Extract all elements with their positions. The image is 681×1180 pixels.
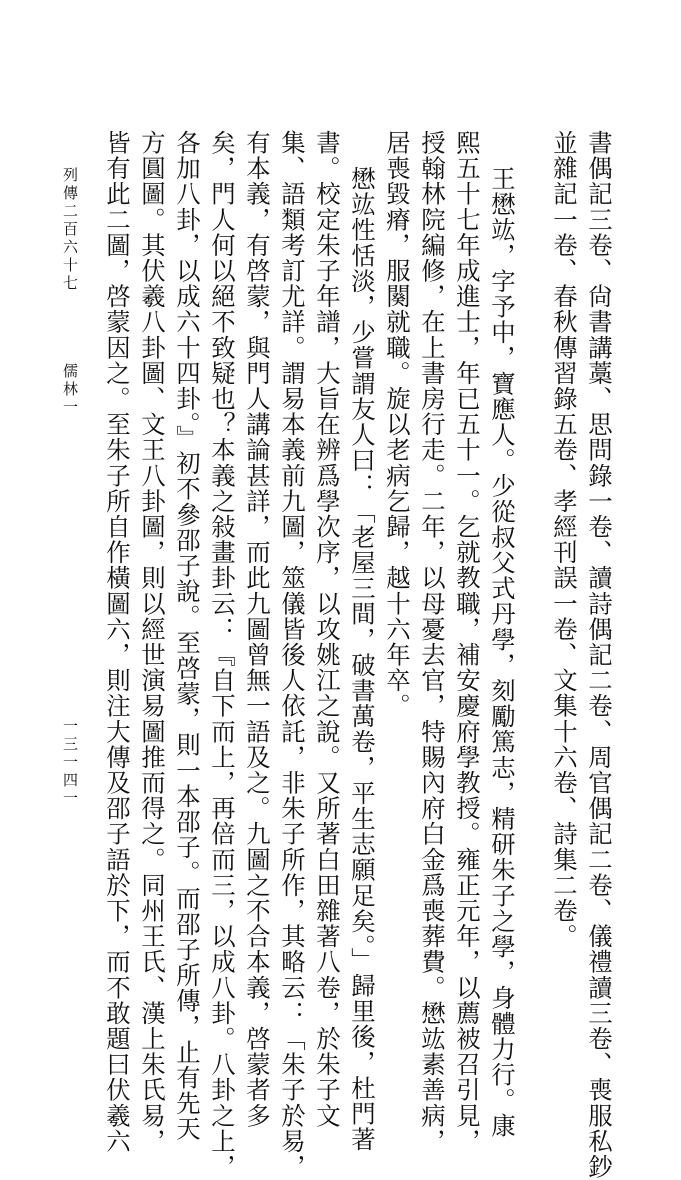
text-column-3: 王懋竑，字予中，寶應人。少從叔父式丹學，刻勵篤志，精研朱子之學，身體力行。康 — [487, 166, 516, 1139]
text-column-7: 懋竑性恬淡，少嘗謂友人曰：「老屋三間，破書萬卷，平生志願足矣。」歸里後，杜門著 — [347, 166, 376, 1153]
text-column-6: 居喪毀瘠，服闋就職。旋以老病乞歸，越十六年卒。 — [382, 130, 411, 719]
text-column-9: 集、語類考訂尤詳。謂易本義前九圖，筮儀皆後人依託，非朱子所作，其略云：「朱子於易， — [277, 130, 306, 1180]
text-column-13: 方圓圖。其伏羲八卦圖、文王八卦圖，則以經世演易圖推而得之。同州王氏、漢上朱氏易， — [137, 130, 166, 1154]
section-title: 儒林一 — [61, 363, 79, 417]
text-column-10: 有本義，有啓蒙，與門人講論甚詳，而此九圖曾無一語及之。九圖之不合本義，啓蒙者多 — [242, 130, 271, 1129]
text-column-4: 熙五十七年成進士，年已五十一。乞就教職，補安慶府學教授。雍正元年，以薦被召引見， — [452, 130, 481, 1154]
running-header — [60, 167, 81, 417]
running-head-title: 列傳二百六十七 — [61, 167, 79, 293]
text-column-14: 皆有此二圖，啓蒙因之。至朱子所自作橫圖六，則注大傳及邵子語於下，而不敢題曰伏羲六 — [102, 130, 131, 1154]
text-column-1: 書偶記三卷、尙書講藁、思問錄一卷、讀詩偶記二卷、周官偶記二卷、儀禮讀三卷、喪服私鈔 — [584, 130, 613, 1180]
text-column-8: 書。校定朱子年譜，大旨在辨爲學次序，以攻姚江之說。又所著白田雜著八卷，於朱子文 — [312, 130, 341, 1129]
text-column-2: 並雜記一卷、春秋傳習錄五卷、孝經刊誤一卷、文集十六卷、詩集二卷。 — [549, 130, 578, 950]
text-column-12: 各加八卦，以成六十四卦。』初不參邵子說。至啓蒙，則一本邵子。而邵子所傳，止有先天 — [172, 130, 201, 1142]
page-number: 一三一四一 — [61, 718, 79, 808]
text-column-5: 授翰林院編修，在上書房行走。二年，以母憂去官，特賜內府白金爲喪葬費。懋竑素善病， — [417, 130, 446, 1154]
text-column-11: 矣，門人何以絕不致疑也？本義之敍畫卦云：『自下而上，再倍而三，以成八卦。八卦之上， — [207, 130, 236, 1180]
